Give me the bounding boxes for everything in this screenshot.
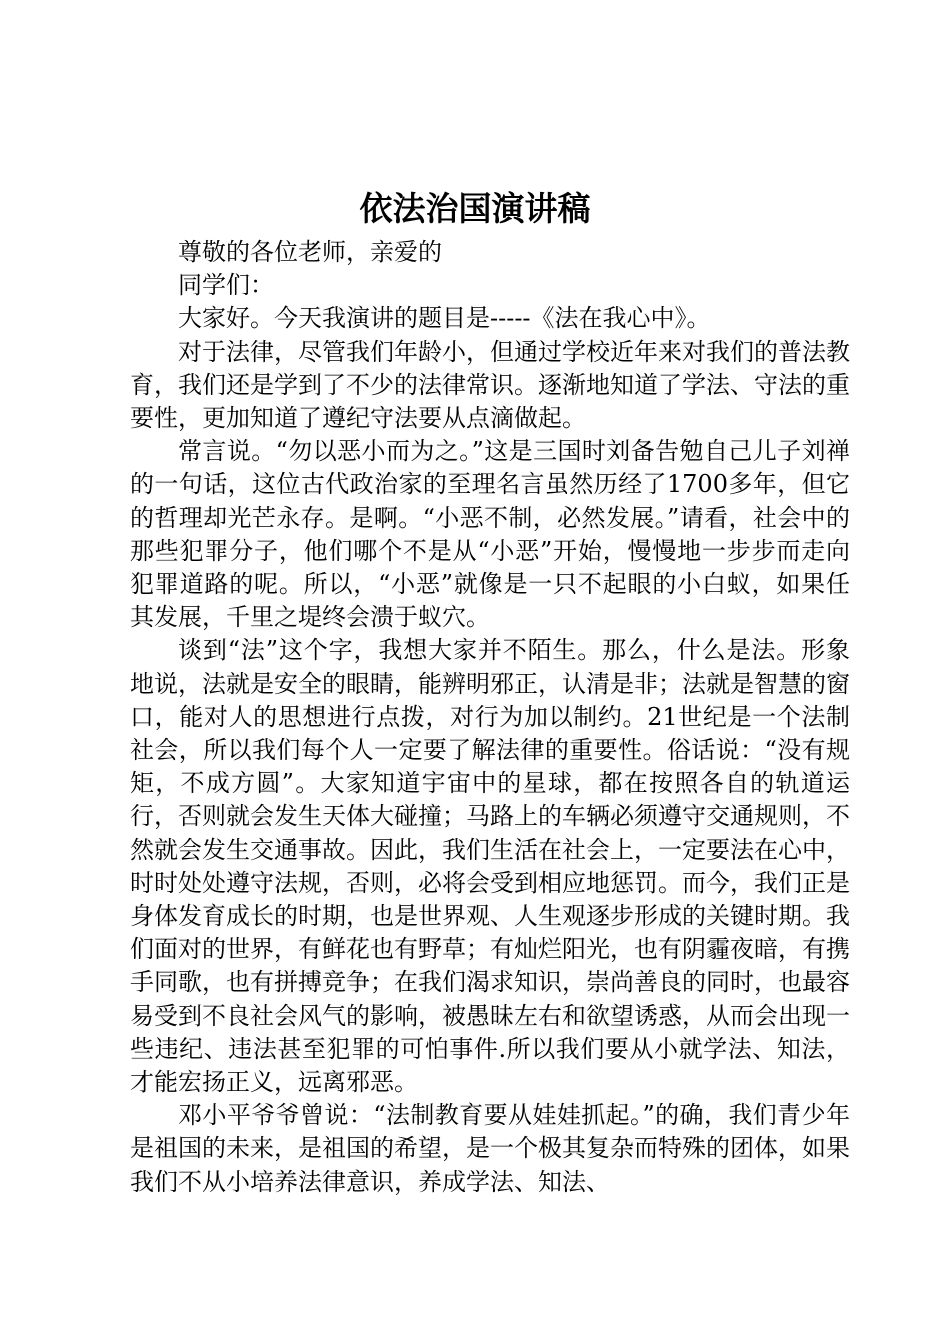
document-title: 依法治国演讲稿 — [359, 189, 591, 228]
paragraph-body: 谈到“法”这个字，我想大家并不陌生。那么，什么是法。形象地说，法就是安全的眼睛，能辨明邪正，认清是非；法就是智慧的窗口，能对人的思想进行点拨，对行为加以制约。21世纪是一个法制社会，所以我们每个人一定要了解法律的重要性。俗话说：“没有规矩，不成方圆”。大家知道宇宙中的星球，都在按照各自的轨道运行，否则就会发生天体大碰撞；马路上的车辆必须遵守交通规则，不然就会发生交通事故。因此，我们生活在社会上，一定要法在心中，时时处处遵守法规，否则，必将会受到相应地惩罚。而今，我们正是身体发育成长的时期，也是世界观、人生观逐步形成的关键时期。我们面对的世界，有鲜花也有野草；有灿烂阳光，也有阴霾夜暗，有携手同歌，也有拼搏竞争；在我们渴求知识，崇尚善良的同时，也最容易受到不良社会风气的影响，被愚昧左右和欲望诱惑，从而会出现一些违纪、违法甚至犯罪的可怕事件.所以我们要从小就学法、知法，才能宏扬正义，远离邪恶。 — [130, 636, 850, 1097]
paragraph-body: 邓小平爷爷曾说：“法制教育要从娃娃抓起。”的确，我们青少年是祖国的未来，是祖国的希望，是一个极其复杂而特殊的团体，如果我们不从小培养法律意识，养成学法、知法、 — [130, 1101, 850, 1196]
document-body — [130, 236, 850, 1199]
paragraph-body: 常言说。“勿以恶小而为之。”这是三国时刘备告勉自己儿子刘禅的一句话，这位古代政治家的至理名言虽然历经了1700多年，但它的哲理却光芒永存。是啊。“小恶不制，必然发展。”请看，社会中的那些犯罪分子，他们哪个不是从“小恶”开始，慢慢地一步步而走向犯罪道路的呢。所以，“小恶”就像是一只不起眼的小白蚁，如果任其发展，千里之堤终会溃于蚁穴。 — [130, 437, 850, 632]
paragraph-greeting: 大家好。今天我演讲的题目是-----《法在我心中》。 — [178, 304, 711, 333]
paragraph-salutation-1: 尊敬的各位老师，亲爱的 — [178, 238, 442, 266]
paragraph-salutation-2: 同学们： — [178, 271, 274, 300]
paragraph-body: 对于法律，尽管我们年龄小，但通过学校近年来对我们的普法教育，我们还是学到了不少的法律常识。逐渐地知道了学法、守法的重要性，更加知道了遵纪守法要从点滴做起。 — [130, 337, 850, 433]
